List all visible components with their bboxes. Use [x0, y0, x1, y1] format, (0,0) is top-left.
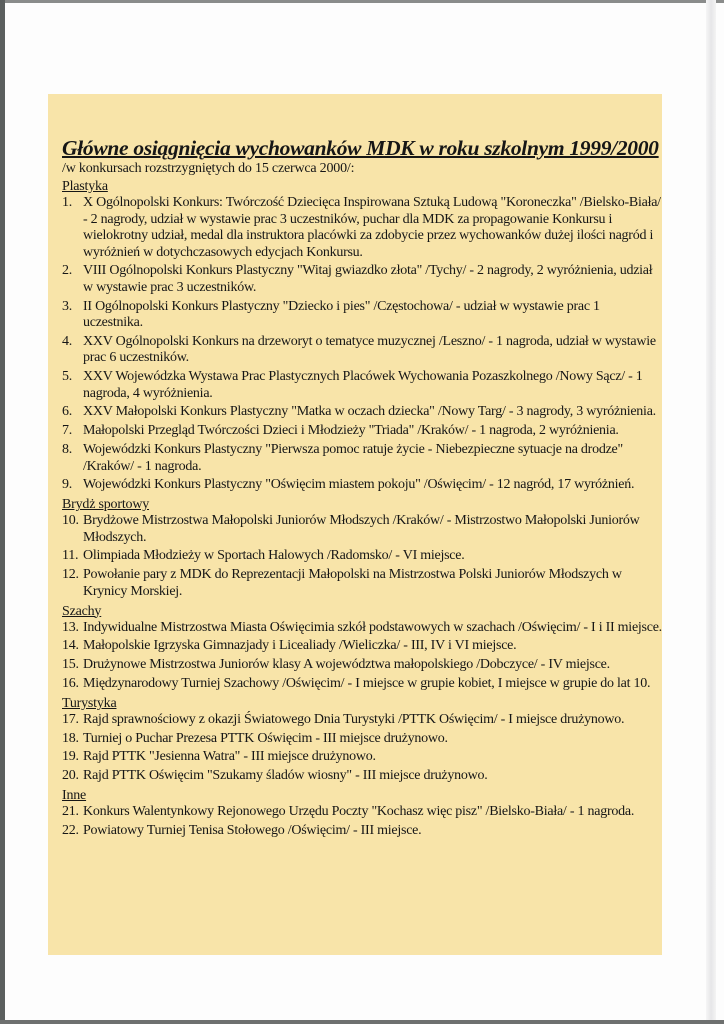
- list-item: [62, 548, 662, 565]
- list-item: [62, 657, 662, 674]
- list-item: [62, 369, 662, 402]
- item-text: XXV Małopolski Konkurs Plastyczny "Matka w oczach dziecka" /Nowy Targ/ - 3 nagrody, 3 wyróżnienia.: [83, 404, 656, 420]
- list-item: [62, 638, 662, 655]
- scan-edge-top: [0, 0, 724, 3]
- item-text: X Ogólnopolski Konkurs: Twórczość Dziecięca Inspirowana Sztuką Ludową "Koroneczka" /Bielsko-Biała/ - 2 nagrody, udział w wystawie prac 3 uczestników, puchar dla MDK za propagowanie Konkursu i wielokrotny udział, medal dla instruktora placówki za zdobycie przez wychowanków dużej ilości nagród i wyróżnień w dotychczasowych edycjach Konkursu.: [83, 195, 661, 260]
- item-number: 16.: [62, 675, 79, 691]
- item-number: 7.: [62, 423, 72, 439]
- document-title: Główne osiągnięcia wychowanków MDK w roku szkolnym 1999/2000: [62, 136, 659, 160]
- list-item: [62, 731, 662, 748]
- item-number: 13.: [62, 619, 79, 635]
- item-text: Rajd PTTK "Jesienna Watra" - III miejsce drużynowo.: [83, 749, 376, 765]
- document-subtitle: /w konkursach rozstrzygniętych do 15 czerwca 2000/:: [62, 161, 355, 176]
- section-brydz-sportowy: [62, 496, 662, 600]
- item-number: 21.: [62, 803, 79, 819]
- item-number: 8.: [62, 442, 72, 458]
- item-number: 12.: [62, 567, 79, 583]
- list-item: [62, 263, 662, 296]
- item-text: VIII Ogólnopolski Konkurs Plastyczny "Witaj gwiazdko złota" /Tychy/ - 2 nagrody, 2 wyróżnienia, udział w wystawie prac 3 uczestników.: [83, 263, 653, 295]
- section-heading: Plastyka: [62, 179, 108, 194]
- section-heading: Brydż sportowy: [62, 497, 150, 513]
- section-turystyka: [62, 695, 662, 785]
- list-item: [62, 195, 662, 261]
- sections-container: [62, 178, 662, 839]
- list-item: [62, 513, 662, 546]
- list-item: [62, 404, 662, 421]
- item-text: Małopolski Przegląd Twórczości Dzieci i Młodzieży "Triada" /Kraków/ - 1 nagroda, 2 wyróżnienia.: [83, 423, 619, 439]
- item-number: 4.: [62, 333, 72, 349]
- list-item: [62, 768, 662, 785]
- item-number: 14.: [62, 638, 79, 654]
- list-item: [62, 477, 662, 494]
- section-heading: Szachy: [62, 603, 102, 619]
- list-item: [62, 299, 662, 332]
- achievement-list: [62, 712, 662, 785]
- list-item: [62, 712, 662, 729]
- achievement-list: [62, 195, 662, 494]
- section-heading: Inne: [62, 787, 87, 803]
- list-item: [62, 620, 662, 637]
- item-number: 1.: [62, 195, 72, 210]
- item-number: 9.: [62, 477, 72, 493]
- list-item: [62, 334, 662, 367]
- achievement-list: [62, 804, 662, 839]
- item-number: 3.: [62, 298, 72, 314]
- item-text: Brydżowe Mistrzostwa Małopolski Juniorów Młodszych /Kraków/ - Mistrzostwo Małopolski Juniorów Młodszych.: [83, 513, 640, 545]
- item-number: 10.: [62, 513, 79, 529]
- list-item: [62, 442, 662, 475]
- scan-edge-left: [0, 0, 5, 1024]
- item-number: 2.: [62, 263, 72, 279]
- scan-edge-bottom: [0, 1020, 724, 1024]
- item-text: Powiatowy Turniej Tenisa Stołowego /Oświęcim/ - III miejsce.: [83, 822, 422, 838]
- list-item: [62, 804, 662, 821]
- item-text: Wojewódzki Konkurs Plastyczny "Oświęcim miastem pokoju" /Oświęcim/ - 12 nagród, 17 wyróżnień.: [83, 477, 635, 493]
- item-number: 18.: [62, 730, 79, 746]
- scan-page-fold: [706, 0, 716, 1024]
- item-text: Konkurs Walentynkowy Rejonowego Urzędu Poczty "Kochasz więc pisz" /Bielsko-Biała/ - 1 nagroda.: [83, 803, 635, 819]
- item-text: Międzynarodowy Turniej Szachowy /Oświęcim/ - I miejsce w grupie kobiet, I miejsce w grupie do lat 10.: [83, 675, 651, 691]
- achievement-list: [62, 620, 662, 693]
- list-item: [62, 823, 662, 840]
- section-szachy: [62, 603, 662, 693]
- item-number: 22.: [62, 822, 79, 838]
- item-number: 19.: [62, 749, 79, 765]
- item-text: Rajd sprawnościowy z okazji Światowego Dnia Turystyki /PTTK Oświęcim/ - I miejsce drużynowo.: [83, 711, 625, 727]
- item-text: Turniej o Puchar Prezesa PTTK Oświęcim - III miejsce drużynowo.: [83, 730, 448, 746]
- item-number: 11.: [62, 548, 79, 564]
- item-text: Małopolskie Igrzyska Gimnazjady i Licealiady /Wieliczka/ - III, IV i VI miejsce.: [83, 638, 517, 654]
- item-number: 6.: [62, 404, 72, 420]
- item-text: XXV Wojewódzka Wystawa Prac Plastycznych Placówek Wychowania Pozaszkolnego /Nowy Sącz/ - 1 nagroda, 4 wyróżnienia.: [83, 369, 643, 401]
- section-heading: Turystyka: [62, 695, 117, 711]
- item-number: 17.: [62, 711, 79, 727]
- item-text: Olimpiada Młodzieży w Sportach Halowych /Radomsko/ - VI miejsce.: [83, 548, 465, 564]
- item-number: 15.: [62, 657, 79, 673]
- list-item: [62, 567, 662, 600]
- list-item: [62, 676, 662, 693]
- section-inne: [62, 787, 662, 839]
- item-text: Indywidualne Mistrzostwa Miasta Oświęcimia szkół podstawowych w szachach /Oświęcim/ - I i II miejsce.: [83, 619, 662, 635]
- document-content: [62, 136, 662, 842]
- list-item: [62, 423, 662, 440]
- item-number: 20.: [62, 768, 79, 784]
- list-item: [62, 749, 662, 766]
- item-text: Drużynowe Mistrzostwa Juniorów klasy A województwa małopolskiego /Dobczyce/ - IV miejsce.: [83, 657, 610, 673]
- item-number: 5.: [62, 369, 72, 385]
- item-text: II Ogólnopolski Konkurs Plastyczny "Dziecko i pies" /Częstochowa/ - udział w wystawie prac 1 uczestnika.: [83, 298, 600, 331]
- item-text: XXV Ogólnopolski Konkurs na drzeworyt o tematyce muzycznej /Leszno/ - 1 nagroda, udział w wystawie prac 6 uczestników.: [83, 333, 656, 366]
- item-text: Powołanie pary z MDK do Reprezentacji Małopolski na Mistrzostwa Polski Juniorów Młodszych w Krynicy Morskiej.: [83, 567, 622, 599]
- item-text: Wojewódzki Konkurs Plastyczny "Pierwsza pomoc ratuje życie - Niebezpieczne sytuacje na drodze" /Kraków/ - 1 nagroda.: [83, 442, 623, 474]
- item-text: Rajd PTTK Oświęcim "Szukamy śladów wiosny" - III miejsce drużynowo.: [83, 768, 488, 784]
- achievement-list: [62, 513, 662, 600]
- section-plastyka: [62, 178, 662, 494]
